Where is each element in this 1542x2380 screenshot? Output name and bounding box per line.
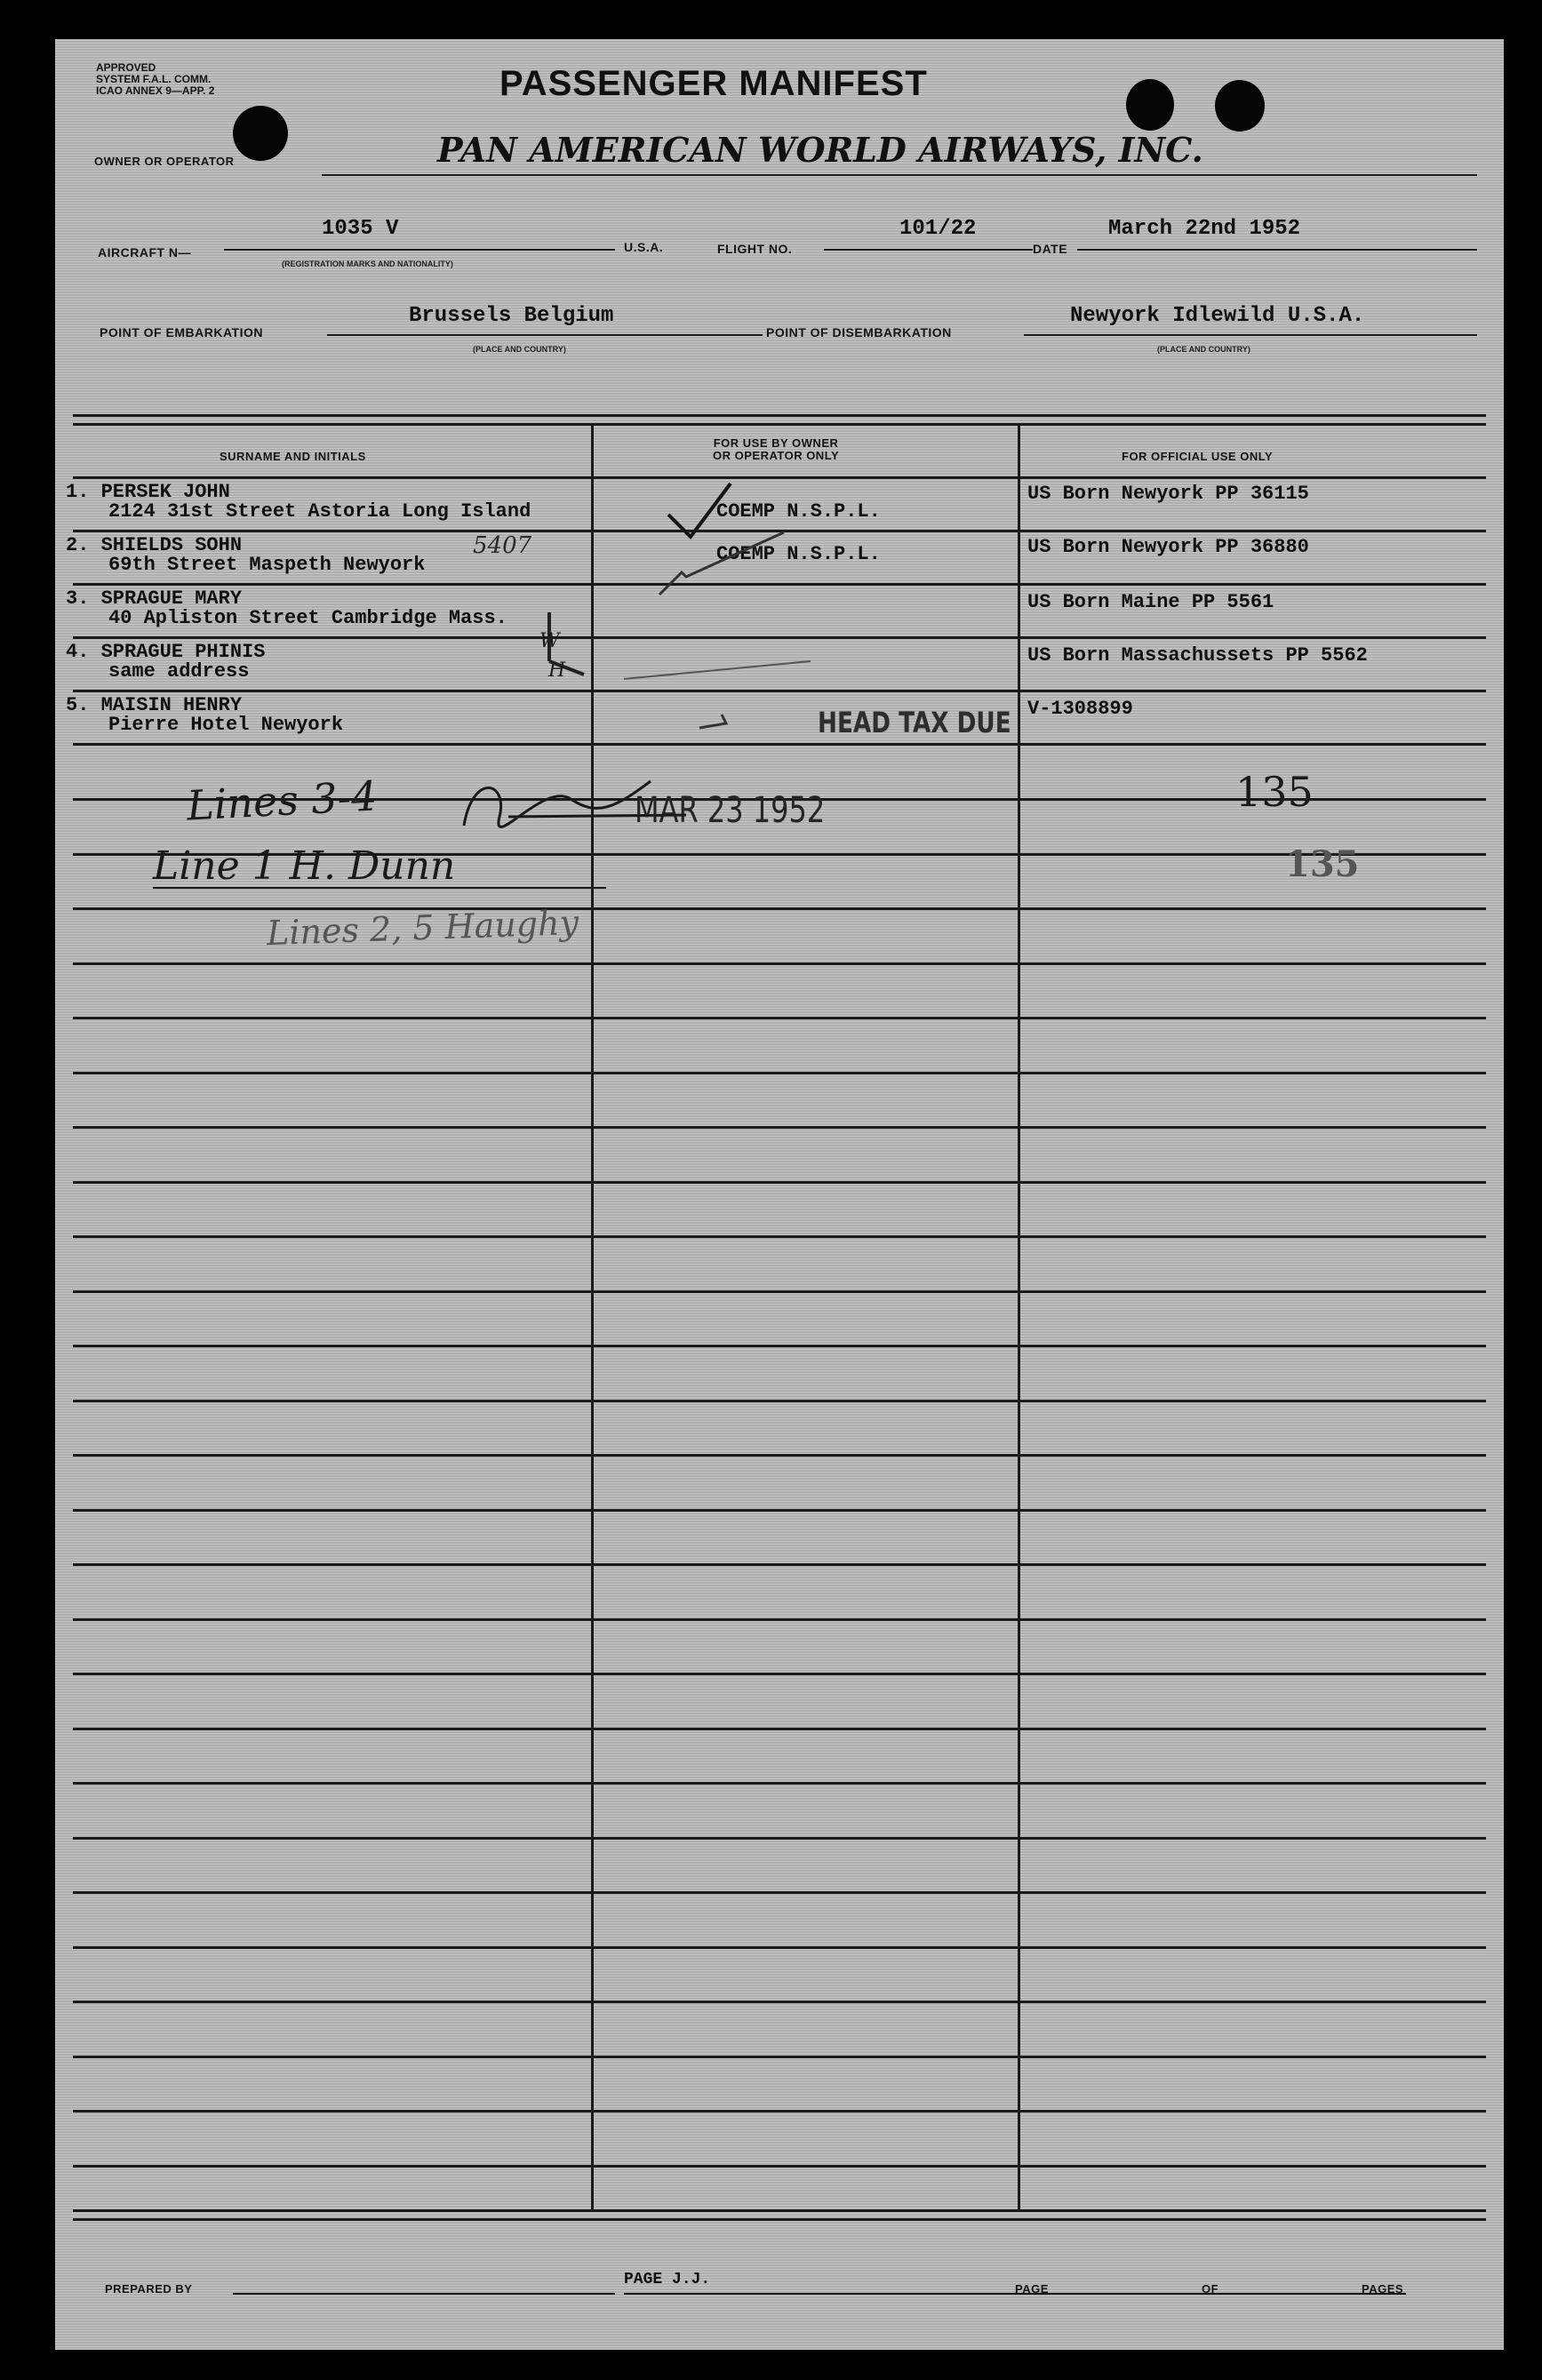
approval-block: APPROVED SYSTEM F.A.L. COMM. ICAO ANNEX 9—APP. 2 [96,61,215,97]
embark-sub: (PLACE AND COUNTRY) [473,345,566,354]
col-header-surname: SURNAME AND INITIALS [220,450,366,463]
date-label: DATE [1033,242,1068,256]
embark-value: Brussels Belgium [409,304,614,328]
check-mark [668,483,731,537]
aircraft-value: 1035 V [322,217,399,241]
signature-flourish [144,870,624,897]
footer-page-center: PAGE J.J. [624,2271,711,2288]
owner-label: OWNER OR OPERATOR [94,155,235,168]
handwritten-marks [55,39,1504,2350]
passenger-1-owner: COEMP N.S.P.L. [716,500,881,523]
passenger-3-address: 40 Apliston Street Cambridge Mass. [108,607,507,629]
passenger-5-address: Pierre Hotel Newyork [108,714,344,736]
table-bottom-border [73,2209,1486,2212]
head-tax-stamp: HEAD TAX DUE [818,706,1011,739]
handwritten-signature: Line 1 H. Dunn [153,843,456,889]
passenger-1-official: US Born Newyork PP 36115 [1027,483,1309,505]
col-header-owner: FOR USE BY OWNER OR OPERATOR ONLY [713,436,840,462]
footer-underline [233,2293,615,2295]
footer-prepared-by: PREPARED BY [105,2282,193,2296]
footer-pages: PAGES [1362,2282,1404,2296]
strike-line [624,661,811,679]
footer-underline [624,2293,1068,2295]
passenger-3-official: US Born Maine PP 5561 [1027,591,1274,613]
footer-of: OF [1202,2282,1219,2296]
handwritten-signature: Lines 2, 5 Haughy [266,902,579,954]
passenger-1-name: 1. PERSEK JOHN [66,481,230,503]
aircraft-sub: (REGISTRATION MARKS AND NATIONALITY) [282,260,453,268]
passenger-1-address: 2124 31st Street Astoria Long Island [108,500,531,523]
signature-flourish [455,763,704,843]
passenger-2-owner: COEMP N.S.P.L. [716,543,881,565]
passenger-4-address: same address [108,660,250,683]
passenger-5-official: V-1308899 [1027,698,1133,720]
passenger-2-official: US Born Newyork PP 36880 [1027,536,1309,558]
strike-line [659,532,784,595]
passenger-3-name: 3. SPRAGUE MARY [66,587,243,610]
passenger-4-name: 4. SPRAGUE PHINIS [66,641,266,663]
footer-page: PAGE [1015,2282,1049,2296]
aircraft-label: AIRCRAFT N— [98,245,192,260]
handwritten-note: 5407 [473,532,532,559]
flight-value: 101/22 [899,217,977,241]
passenger-2-address: 69th Street Maspeth Newyork [108,554,426,576]
manifest-sheet [55,39,1504,2350]
disembark-sub: (PLACE AND COUNTRY) [1157,345,1250,354]
operator-name: PAN AMERICAN WORLD AIRWAYS, INC. [437,130,1203,170]
date-stamp: MAR 23 1952 [635,790,826,831]
embark-label: POINT OF EMBARKATION [100,325,263,339]
handwritten-initials: H [548,659,566,682]
handwritten-signature: Lines 3-4 [185,771,379,830]
date-value: March 22nd 1952 [1108,217,1301,241]
disembark-label: POINT OF DISEMBARKATION [766,325,952,339]
passenger-4-official: US Born Massachussets PP 5562 [1027,644,1368,667]
passenger-5-name: 5. MAISIN HENRY [66,694,243,716]
flight-label: FLIGHT NO. [717,242,793,256]
passenger-2-name: 2. SHIELDS SOHN [66,534,243,556]
col-header-official: FOR OFFICIAL USE ONLY [1122,450,1274,463]
handwritten-initials: W [539,630,560,652]
table-bottom-border [73,2218,1486,2221]
stamp-number: 135 [1285,843,1360,885]
stamp-number: 135 [1235,768,1314,816]
page-title: PASSENGER MANIFEST [499,64,928,103]
disembark-value: Newyork Idlewild U.S.A. [1070,304,1365,328]
strike-line [699,715,726,728]
usa-label: U.S.A. [624,240,664,254]
